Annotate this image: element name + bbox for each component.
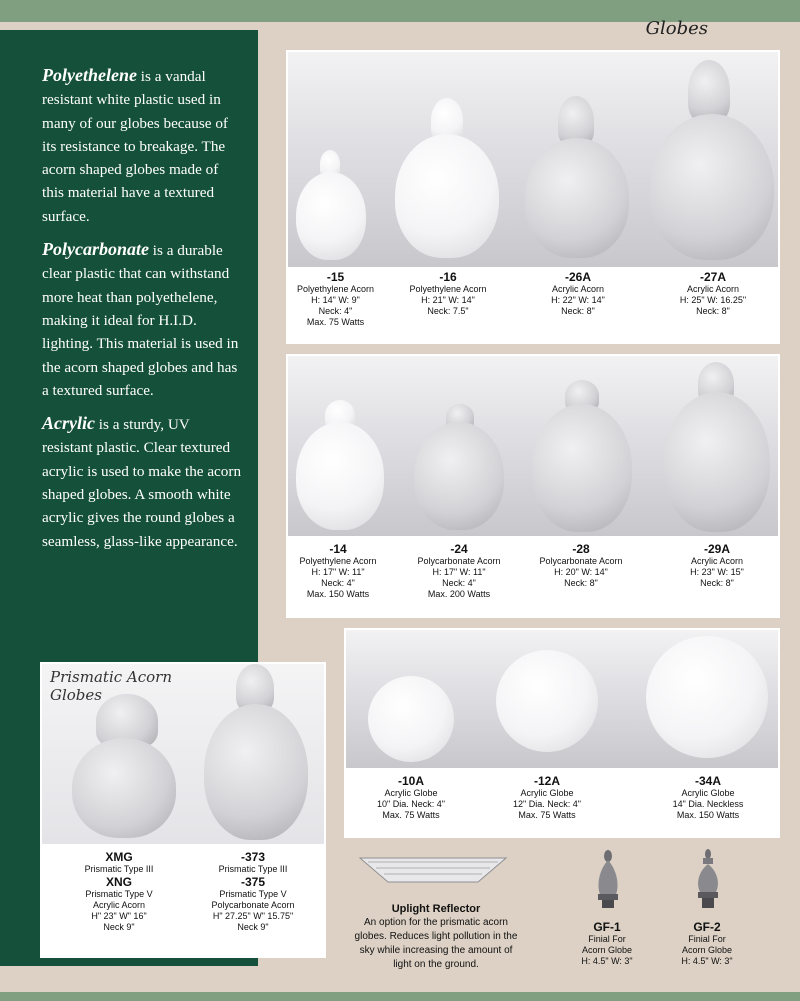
product-label-28: -28 Polycarbonate Acorn H: 20" W: 14" Neck: 8" (539, 542, 623, 588)
page-title: Globes (645, 18, 708, 39)
finial-gf2-image (690, 848, 726, 912)
finial-label-gf1: GF-1 Finial For Acorn Globe H: 4.5" W: 3" (581, 920, 633, 966)
globe-14 (296, 422, 384, 530)
product-label-15: -15 Polyethylene Acorn H: 14" W: 9" Neck: 4" Max. 75 Watts (296, 270, 375, 327)
intro-paragraph-polycarbonate: Polycarbonate is a durable clear plastic that can withstand more heat than polyethelene, making it ideal for H.I.D. lighting. This material is used in the acorn shaped globes and has a textured surface. (42, 239, 239, 399)
globe-xmg (72, 738, 176, 838)
intro-paragraph-acrylic: Acrylic is a sturdy, UV resistant plastic. Clear textured acrylic is used to make the acorn shaped globes. A smooth white acrylic gives the round globes a seamless, glass-like appearance. (42, 413, 242, 550)
product-label-14: -14 Polyethylene Acorn H: 17" W: 11" Neck: 4" Max. 150 Watts (299, 542, 377, 599)
intro-paragraph-polyethelene: Polyethelene is a vandal resistant white plastic used in many of our globes because of its resistance to breakage. The acorn shaped globes made of this material have a textured surface. (42, 65, 228, 225)
globe-34a (646, 636, 768, 758)
globe-26a (525, 138, 629, 258)
product-label-29a: -29A Acrylic Acorn H: 23" W: 15" Neck: 8" (690, 542, 744, 588)
round-globes-photo (344, 628, 780, 838)
globe-12a (496, 650, 598, 752)
product-label-34a: -34A Acrylic Globe 14" Dia. Neckless Max. 150 Watts (672, 774, 744, 820)
globe-29a (664, 392, 770, 532)
intro-text (42, 64, 242, 563)
globe-27a-cap (688, 60, 730, 122)
product-label-12a: -12A Acrylic Globe 12" Dia. Neck: 4" Max. 75 Watts (513, 774, 581, 820)
globe-373 (204, 704, 308, 840)
product-label-27a: -27A Acrylic Acorn H: 25" W: 16.25" Neck: 8" (679, 270, 747, 316)
globe-16 (395, 134, 499, 258)
uplight-reflector-image (358, 854, 508, 888)
product-label-10a: -10A Acrylic Globe 10" Dia. Neck: 4" Max. 75 Watts (377, 774, 445, 820)
acorn-globes-photo-1 (286, 50, 780, 344)
globe-10a (368, 676, 454, 762)
reflector-description: Uplight Reflector An option for the prismatic acorn globes. Reduces light pollution in the sky while increasing the amount of light on the ground. (354, 903, 518, 970)
globe-15 (296, 172, 366, 260)
product-label-26a: -26A Acrylic Acorn H: 22" W: 14" Neck: 8" (551, 270, 605, 316)
product-label-373-375: -373 Prismatic Type III -375 Prismatic Type V Polycarbonate Acorn H" 27.25" W" 15.75" Neck 9" (211, 850, 295, 932)
prismatic-globes-photo (40, 662, 326, 958)
globe-28 (532, 404, 632, 532)
globe-24 (414, 422, 504, 530)
product-label-xmg-xng: XMG Prismatic Type III XNG Prismatic Type V Acrylic Acorn H" 23" W" 16" Neck 9" (84, 850, 154, 932)
footer-band (0, 992, 800, 1001)
prismatic-title: Prismatic Acorn Globes (50, 668, 173, 704)
finial-label-gf2: GF-2 Finial For Acorn Globe H: 4.5" W: 3" (681, 920, 733, 966)
product-label-16: -16 Polyethylene Acorn H: 21" W: 14" Neck: 7.5" (409, 270, 487, 316)
globe-27a (650, 114, 774, 260)
finial-gf1-image (590, 848, 626, 912)
acorn-globes-photo-2 (286, 354, 780, 618)
product-label-24: -24 Polycarbonate Acorn H: 17" W: 11" Neck: 4" Max. 200 Watts (417, 542, 501, 599)
